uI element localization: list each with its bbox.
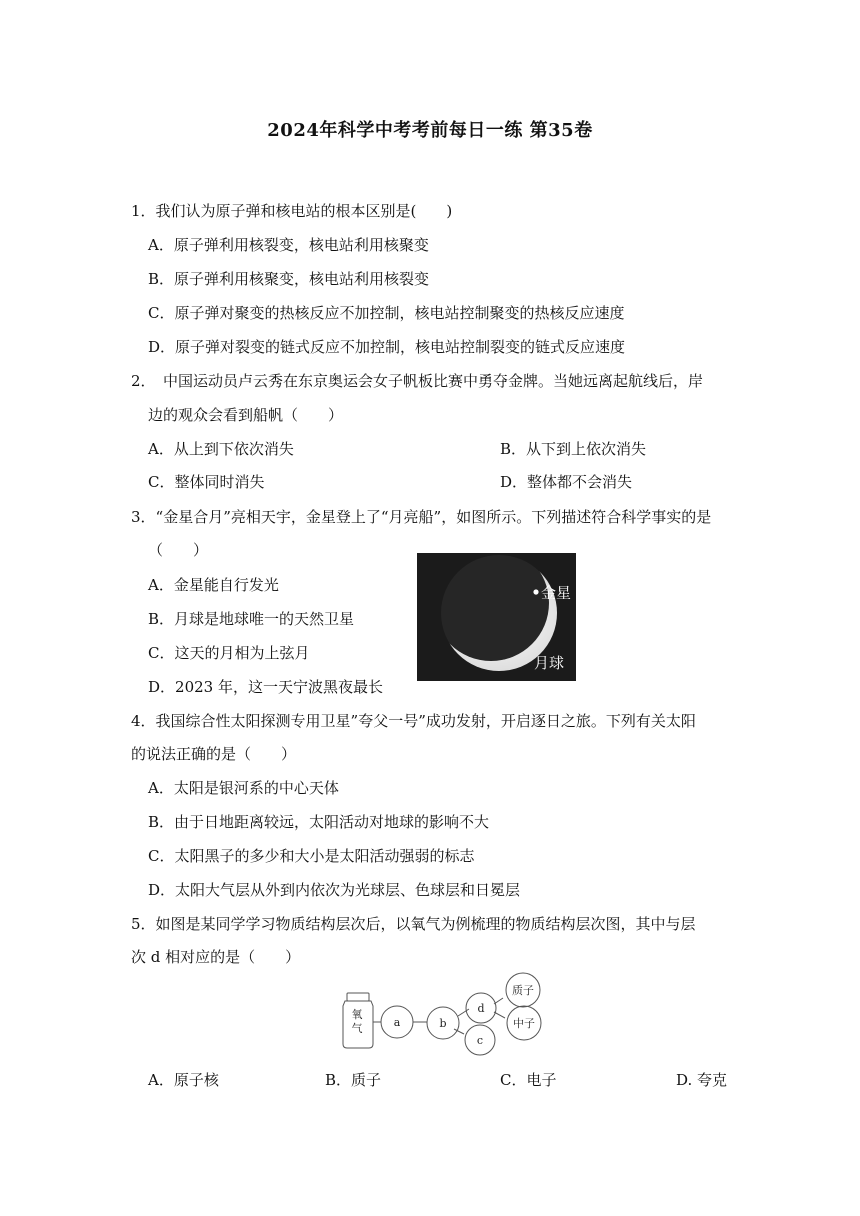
question-4-option-a: A．太阳是银河系的中心天体 (148, 779, 339, 797)
question-5-option-a: A．原子核 (148, 1071, 219, 1089)
moon-label: 月球 (534, 654, 565, 672)
question-4-stem: 4．我国综合性太阳探测专用卫星”夸父一号”成功发射，开启逐日之旅。下列有关太阳 (131, 712, 696, 730)
question-4-option-d: D．太阳大气层从外到内依次为光球层、色球层和日冕层 (148, 881, 521, 899)
question-2-option-c: C．整体同时消失 (148, 473, 265, 491)
node-b-label: b (439, 1017, 447, 1030)
matter-structure-diagram (336, 966, 546, 1062)
venus-dot (533, 589, 538, 594)
question-2-option-d: D．整体都不会消失 (500, 473, 633, 491)
question-1-stem: 1．我们认为原子弹和核电站的根本区别是( ) (131, 202, 453, 220)
question-5-stem-continued: 次 d 相对应的是（ ） (131, 948, 301, 966)
question-5-option-d: D. 夸克 (676, 1071, 728, 1089)
question-5-stem: 5．如图是某同学学习物质结构层次后，以氧气为例梳理的物质结构层次图，其中与层 (131, 915, 696, 933)
bottle-neck (347, 993, 369, 1001)
question-1-option-a: A．原子弹利用核裂变，核电站利用核聚变 (148, 236, 429, 254)
bottle-label-oxygen: 氧 (351, 1008, 363, 1021)
page-title: 2024年科学中考考前每日一练 第35卷 (267, 120, 593, 141)
question-3-option-b: B．月球是地球唯一的天然卫星 (148, 610, 355, 628)
question-2-stem: 2． 中国运动员卢云秀在东京奥运会女子帆板比赛中勇夺金牌。当她远离起航线后，岸 (131, 372, 704, 390)
question-1-option-d: D．原子弹对裂变的链式反应不加控制，核电站控制裂变的链式反应速度 (148, 338, 626, 356)
bottle-label-gas: 气 (351, 1022, 363, 1035)
question-2-option-b: B．从下到上依次消失 (500, 440, 647, 458)
question-3-option-c: C．这天的月相为上弦月 (148, 644, 310, 662)
node-a-label: a (393, 1016, 401, 1029)
question-3-stem: 3．“金星合月”亮相天宇，金星登上了“月亮船”，如图所示。下列描述符合科学事实的是 (131, 508, 712, 526)
node-d-label: d (477, 1002, 485, 1015)
proton-label: 质子 (512, 984, 534, 997)
venus-moon-photo (417, 553, 576, 681)
question-4-option-b: B．由于日地距离较远，太阳活动对地球的影响不大 (148, 813, 490, 831)
venus-label: 金星 (541, 584, 572, 602)
question-3-option-d: D．2023 年，这一天宁波黑夜最长 (148, 678, 383, 696)
question-3-option-a: A．金星能自行发光 (148, 576, 279, 594)
question-5-option-c: C．电子 (500, 1071, 557, 1089)
question-1-option-b: B．原子弹利用核聚变，核电站利用核裂变 (148, 270, 430, 288)
question-2-stem-continued: 边的观众会看到船帆（ ） (148, 406, 344, 424)
question-4-option-c: C．太阳黑子的多少和大小是太阳活动强弱的标志 (148, 847, 475, 865)
question-1-option-c: C．原子弹对聚变的热核反应不加控制，核电站控制聚变的热核反应速度 (148, 304, 625, 322)
question-2-option-a: A．从上到下依次消失 (148, 440, 294, 458)
question-4-stem-continued: 的说法正确的是（ ） (131, 745, 297, 763)
neutron-label: 中子 (513, 1017, 535, 1030)
node-c-label: c (476, 1034, 484, 1047)
question-3-stem-continued: （ ） (148, 541, 209, 559)
question-5-option-b: B．质子 (325, 1071, 382, 1089)
